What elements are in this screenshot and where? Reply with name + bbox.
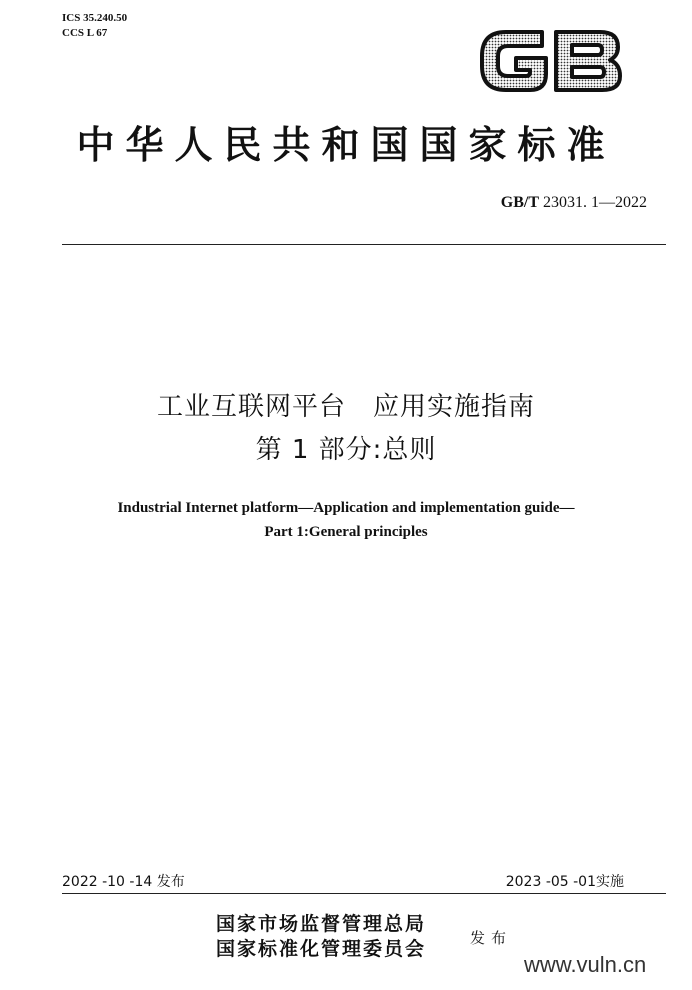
gb-logo	[476, 22, 626, 100]
publish-label: 发布	[470, 929, 513, 947]
issue-date: 2022 -10 -14 发布	[62, 874, 185, 890]
ccs-code: CCS L 67	[62, 27, 108, 39]
standard-number	[501, 193, 647, 213]
issuer-line1: 国家市场监督管理总局	[216, 913, 427, 935]
document-title-en-line2: Part 1:General principles	[264, 524, 428, 540]
standard-number-prefix: GB/T	[500, 194, 539, 211]
watermark: www.vuln.cn	[524, 952, 647, 977]
standard-number-value: 23031. 1—2022	[543, 194, 647, 211]
issuer-line2: 国家标准化管理委员会	[216, 938, 427, 960]
document-title-cn-line2: 第 1 部分:总则	[255, 435, 437, 465]
standard-title: 中华人民共和国国家标准	[76, 122, 616, 167]
bottom-divider	[62, 893, 666, 894]
ics-code: ICS 35.240.50	[62, 12, 128, 24]
top-divider	[62, 244, 666, 245]
document-title-cn-line1: 工业互联网平台 应用实施指南	[156, 392, 535, 422]
implementation-date: 2023 -05 -01实施	[505, 874, 624, 890]
document-title-en-line1: Industrial Internet platform—Application and implementation guide—	[117, 500, 575, 516]
